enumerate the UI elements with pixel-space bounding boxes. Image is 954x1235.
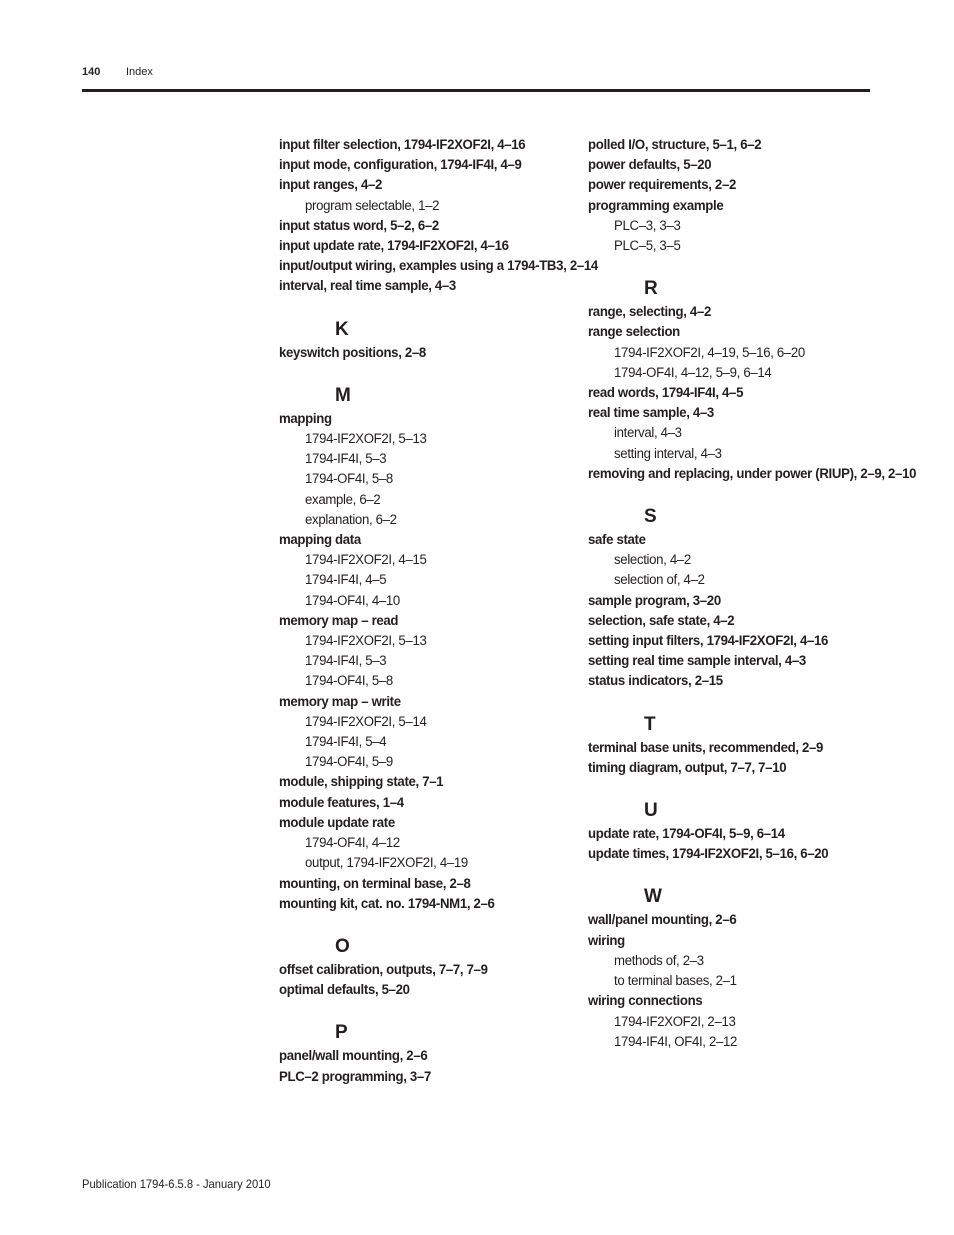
- index-entry: selection, safe state, 4–2: [588, 612, 735, 629]
- index-subentry: 1794-IF2XOF2I, 5–13: [305, 431, 427, 448]
- index-entry: update rate, 1794-OF4I, 5–9, 6–14: [588, 826, 785, 843]
- index-entry: offset calibration, outputs, 7–7, 7–9: [279, 961, 488, 978]
- index-subentry: 1794-IF2XOF2I, 4–19, 5–16, 6–20: [614, 344, 805, 361]
- index-entry: wall/panel mounting, 2–6: [588, 912, 737, 929]
- index-entry: status indicators, 2–15: [588, 673, 723, 690]
- letter-heading-w: W: [644, 886, 662, 908]
- letter-heading-o: O: [335, 935, 350, 957]
- index-entry: sample program, 3–20: [588, 592, 721, 609]
- letter-heading-r: R: [644, 278, 658, 300]
- index-entry: mapping data: [279, 532, 361, 549]
- index-subentry: methods of, 2–3: [614, 952, 704, 969]
- header-rule: [82, 89, 870, 92]
- index-entry: polled I/O, structure, 5–1, 6–2: [588, 137, 762, 153]
- index-subentry: PLC–3, 3–3: [614, 217, 681, 234]
- index-entry: setting real time sample interval, 4–3: [588, 653, 806, 670]
- index-entry: power requirements, 2–2: [588, 177, 736, 194]
- index-entry: mapping: [279, 410, 332, 427]
- index-subentry: to terminal bases, 2–1: [614, 973, 737, 990]
- index-subentry: 1794-IF2XOF2I, 2–13: [614, 1013, 736, 1030]
- letter-heading-k: K: [335, 318, 349, 340]
- index-subentry: explanation, 6–2: [305, 511, 397, 528]
- index-subentry: 1794-IF4I, 5–4: [305, 734, 387, 751]
- index-entry: PLC–2 programming, 3–7: [279, 1068, 431, 1085]
- index-subentry: 1794-OF4I, 4–10: [305, 592, 400, 609]
- index-entry: wiring: [588, 932, 625, 949]
- index-entry: input update rate, 1794-IF2XOF2I, 4–16: [279, 238, 509, 255]
- index-entry: module update rate: [279, 814, 395, 831]
- index-entry: module, shipping state, 7–1: [279, 774, 444, 791]
- index-entry: memory map – write: [279, 693, 401, 710]
- index-entry: input ranges, 4–2: [279, 177, 382, 194]
- index-subentry: interval, 4–3: [614, 425, 682, 442]
- index-entry: input/output wiring, examples using a 1794-TB3, 2–14: [279, 258, 598, 275]
- index-subentry: 1794-IF4I, 4–5: [305, 572, 387, 589]
- index-entry: optimal defaults, 5–20: [279, 982, 410, 999]
- index-entry: programming example: [588, 197, 724, 214]
- index-entry: removing and replacing, under power (RIUP), 2–9, 2–10: [588, 465, 917, 482]
- index-entry: interval, real time sample, 4–3: [279, 278, 456, 295]
- index-entry: range, selecting, 4–2: [588, 304, 711, 321]
- index-entry: setting input filters, 1794-IF2XOF2I, 4–16: [588, 633, 829, 650]
- index-subentry: 1794-OF4I, 5–8: [305, 471, 393, 488]
- index-subentry: PLC–5, 3–5: [614, 238, 681, 255]
- index-entry: panel/wall mounting, 2–6: [279, 1048, 428, 1065]
- index-subentry: selection of, 4–2: [614, 572, 705, 589]
- index-column-right: [588, 135, 917, 1052]
- index-entry: real time sample, 4–3: [588, 405, 714, 422]
- letter-heading-s: S: [644, 506, 657, 528]
- index-subentry: example, 6–2: [305, 491, 381, 508]
- index-subentry: 1794-OF4I, 4–12: [305, 835, 400, 852]
- letter-heading-p: P: [335, 1022, 348, 1044]
- letter-heading-u: U: [644, 800, 658, 822]
- index-subentry: 1794-IF2XOF2I, 5–14: [305, 713, 427, 730]
- index-subentry: 1794-IF4I, OF4I, 2–12: [614, 1033, 738, 1050]
- index-subentry: 1794-IF4I, 5–3: [305, 653, 387, 670]
- index-entry: input filter selection, 1794-IF2XOF2I, 4–16: [279, 137, 526, 153]
- index-entry: mounting, on terminal base, 2–8: [279, 875, 471, 892]
- index-entry: read words, 1794-IF4I, 4–5: [588, 385, 744, 402]
- index-subentry: setting interval, 4–3: [614, 445, 722, 462]
- index-entry: update times, 1794-IF2XOF2I, 5–16, 6–20: [588, 846, 829, 863]
- index-subentry: 1794-IF4I, 5–3: [305, 451, 387, 468]
- index-entry: mounting kit, cat. no. 1794-NM1, 2–6: [279, 895, 495, 912]
- index-subentry: 1794-IF2XOF2I, 5–13: [305, 633, 427, 650]
- index-subentry: 1794-OF4I, 4–12, 5–9, 6–14: [614, 364, 772, 381]
- index-entry: module features, 1–4: [279, 794, 404, 811]
- publication-footer: Publication 1794-6.5.8 - January 2010: [82, 1177, 271, 1191]
- letter-heading-m: M: [335, 384, 351, 406]
- index-entry: power defaults, 5–20: [588, 157, 712, 174]
- index-entry: range selection: [588, 324, 680, 341]
- index-subentry: 1794-OF4I, 5–8: [305, 673, 393, 690]
- index-column-left: [279, 135, 598, 1087]
- index-subentry: program selectable, 1–2: [305, 197, 440, 214]
- index-entry: wiring connections: [588, 993, 703, 1010]
- index-entry: memory map – read: [279, 612, 399, 629]
- section-title: Index: [126, 66, 153, 78]
- index-subentry: selection, 4–2: [614, 552, 691, 569]
- index-subentry: 1794-OF4I, 5–9: [305, 754, 393, 771]
- index-entry: terminal base units, recommended, 2–9: [588, 739, 824, 756]
- index-entry: input mode, configuration, 1794-IF4I, 4–9: [279, 157, 522, 174]
- index-subentry: 1794-IF2XOF2I, 4–15: [305, 552, 427, 569]
- index-entry: keyswitch positions, 2–8: [279, 344, 426, 361]
- index-entry: timing diagram, output, 7–7, 7–10: [588, 759, 787, 776]
- letter-heading-t: T: [644, 713, 656, 735]
- index-entry: input status word, 5–2, 6–2: [279, 217, 439, 234]
- index-subentry: output, 1794-IF2XOF2I, 4–19: [305, 855, 468, 872]
- page-number: 140: [82, 66, 101, 78]
- index-entry: safe state: [588, 532, 646, 549]
